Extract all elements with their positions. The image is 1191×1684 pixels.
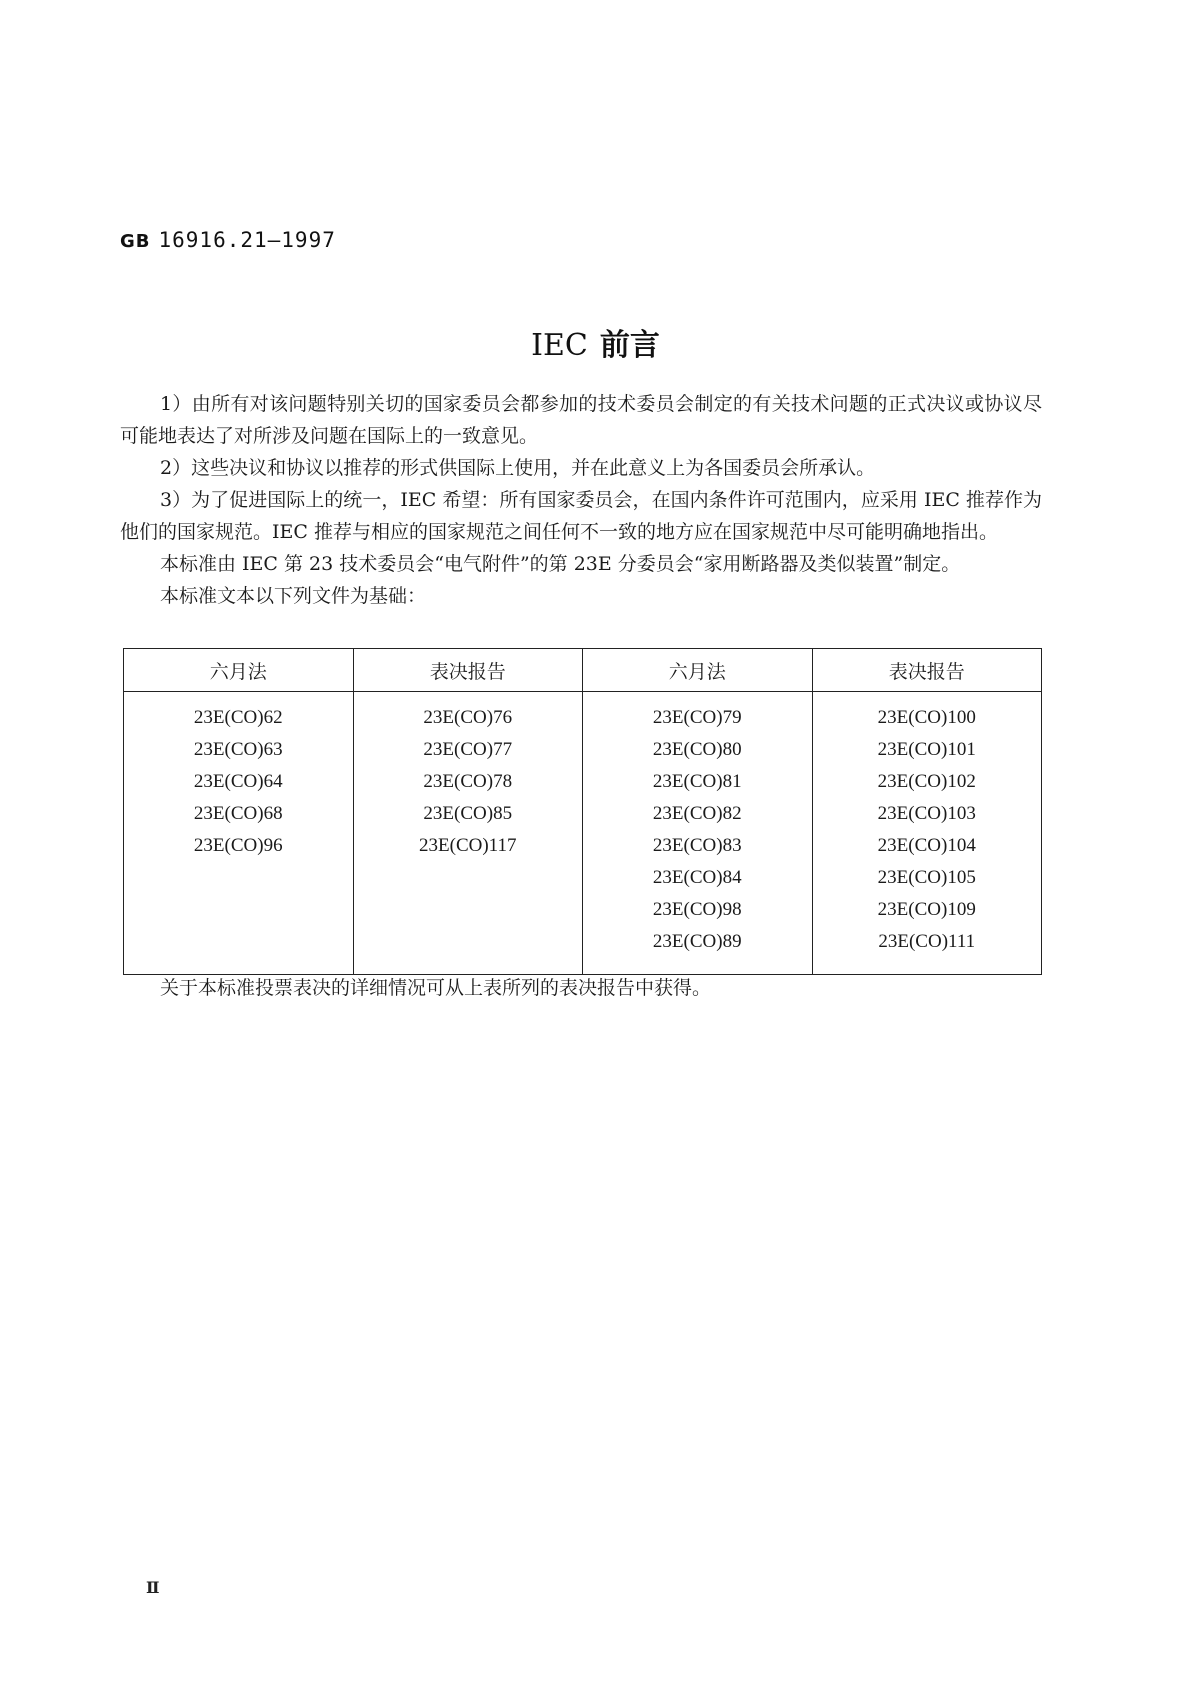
standard-number: 16916.21—1997 (158, 228, 336, 252)
page-title (0, 320, 1191, 364)
header-voting-report-2: 表决报告 (812, 649, 1042, 692)
table-cell: 23E(CO)77 (423, 739, 513, 760)
table-cell: 23E(CO)64 (193, 771, 283, 792)
document-basis-table (123, 648, 1042, 975)
table-cell: 23E(CO)109 (877, 899, 976, 920)
title-prefix: IEC (531, 328, 588, 363)
table-cell: 23E(CO)98 (652, 899, 742, 920)
table-cell: 23E(CO)68 (193, 803, 283, 824)
header-six-months-rule-2: 六月法 (583, 649, 813, 692)
standard-prefix: GB (120, 231, 151, 252)
table-cell: 23E(CO)83 (652, 835, 742, 856)
table-cell: 23E(CO)100 (877, 707, 976, 728)
header-six-months-rule-1: 六月法 (124, 649, 354, 692)
table-cell: 23E(CO)104 (877, 835, 976, 856)
table-cell: 23E(CO)79 (652, 707, 742, 728)
table-cell: 23E(CO)103 (877, 803, 976, 824)
table-cell: 23E(CO)81 (652, 771, 742, 792)
table-cell: 23E(CO)62 (193, 707, 283, 728)
table-cell: 23E(CO)111 (878, 931, 976, 952)
column-six-months-rule-2 (583, 692, 813, 975)
table-cell: 23E(CO)80 (652, 739, 742, 760)
table-cell: 23E(CO)85 (423, 803, 513, 824)
table-cell: 23E(CO)63 (193, 739, 283, 760)
table-cell: 23E(CO)82 (652, 803, 742, 824)
voting-details-note: 关于本标准投票表决的详细情况可从上表所列的表决报告中获得。 (160, 977, 712, 999)
column-voting-report-2 (812, 692, 1042, 975)
foreword-body (120, 388, 1042, 612)
table-cell: 23E(CO)105 (877, 867, 976, 888)
table-cell: 23E(CO)78 (423, 771, 513, 792)
paragraph-5: 本标准文本以下列文件为基础： (160, 585, 427, 607)
paragraph-1: 1）由所有对该问题特别关切的国家委员会都参加的技术委员会制定的有关技术问题的正式决议或协议尽可能地表达了对所涉及问题在国际上的一致意见。 (120, 393, 1042, 447)
paragraph-3: 3）为了促进国际上的统一，IEC 希望：所有国家委员会，在国内条件许可范围内，应采用 IEC 推荐作为他们的国家规范。IEC 推荐与相应的国家规范之间任何不一致的地方应在国家规范中尽可能明确地指出。 (120, 489, 1042, 543)
table-body-row (124, 692, 1042, 975)
table-cell: 23E(CO)89 (652, 931, 742, 952)
title-main: 前言 (599, 328, 660, 363)
table-cell: 23E(CO)102 (877, 771, 976, 792)
table-cell: 23E(CO)76 (423, 707, 513, 728)
standard-number-header (120, 228, 336, 252)
table-cell: 23E(CO)101 (877, 739, 976, 760)
table-header-row (124, 649, 1042, 692)
paragraph-2: 2）这些决议和协议以推荐的形式供国际上使用，并在此意义上为各国委员会所承认。 (160, 457, 876, 479)
table-cell: 23E(CO)117 (419, 835, 517, 856)
column-voting-report-1 (353, 692, 583, 975)
page-number: Ⅱ (146, 1578, 160, 1597)
table-cell: 23E(CO)84 (652, 867, 742, 888)
paragraph-4: 本标准由 IEC 第 23 技术委员会“电气附件”的第 23E 分委员会“家用断路器及类似装置”制定。 (160, 553, 961, 575)
table-cell: 23E(CO)96 (193, 835, 283, 856)
column-six-months-rule-1 (124, 692, 354, 975)
header-voting-report-1: 表决报告 (353, 649, 583, 692)
